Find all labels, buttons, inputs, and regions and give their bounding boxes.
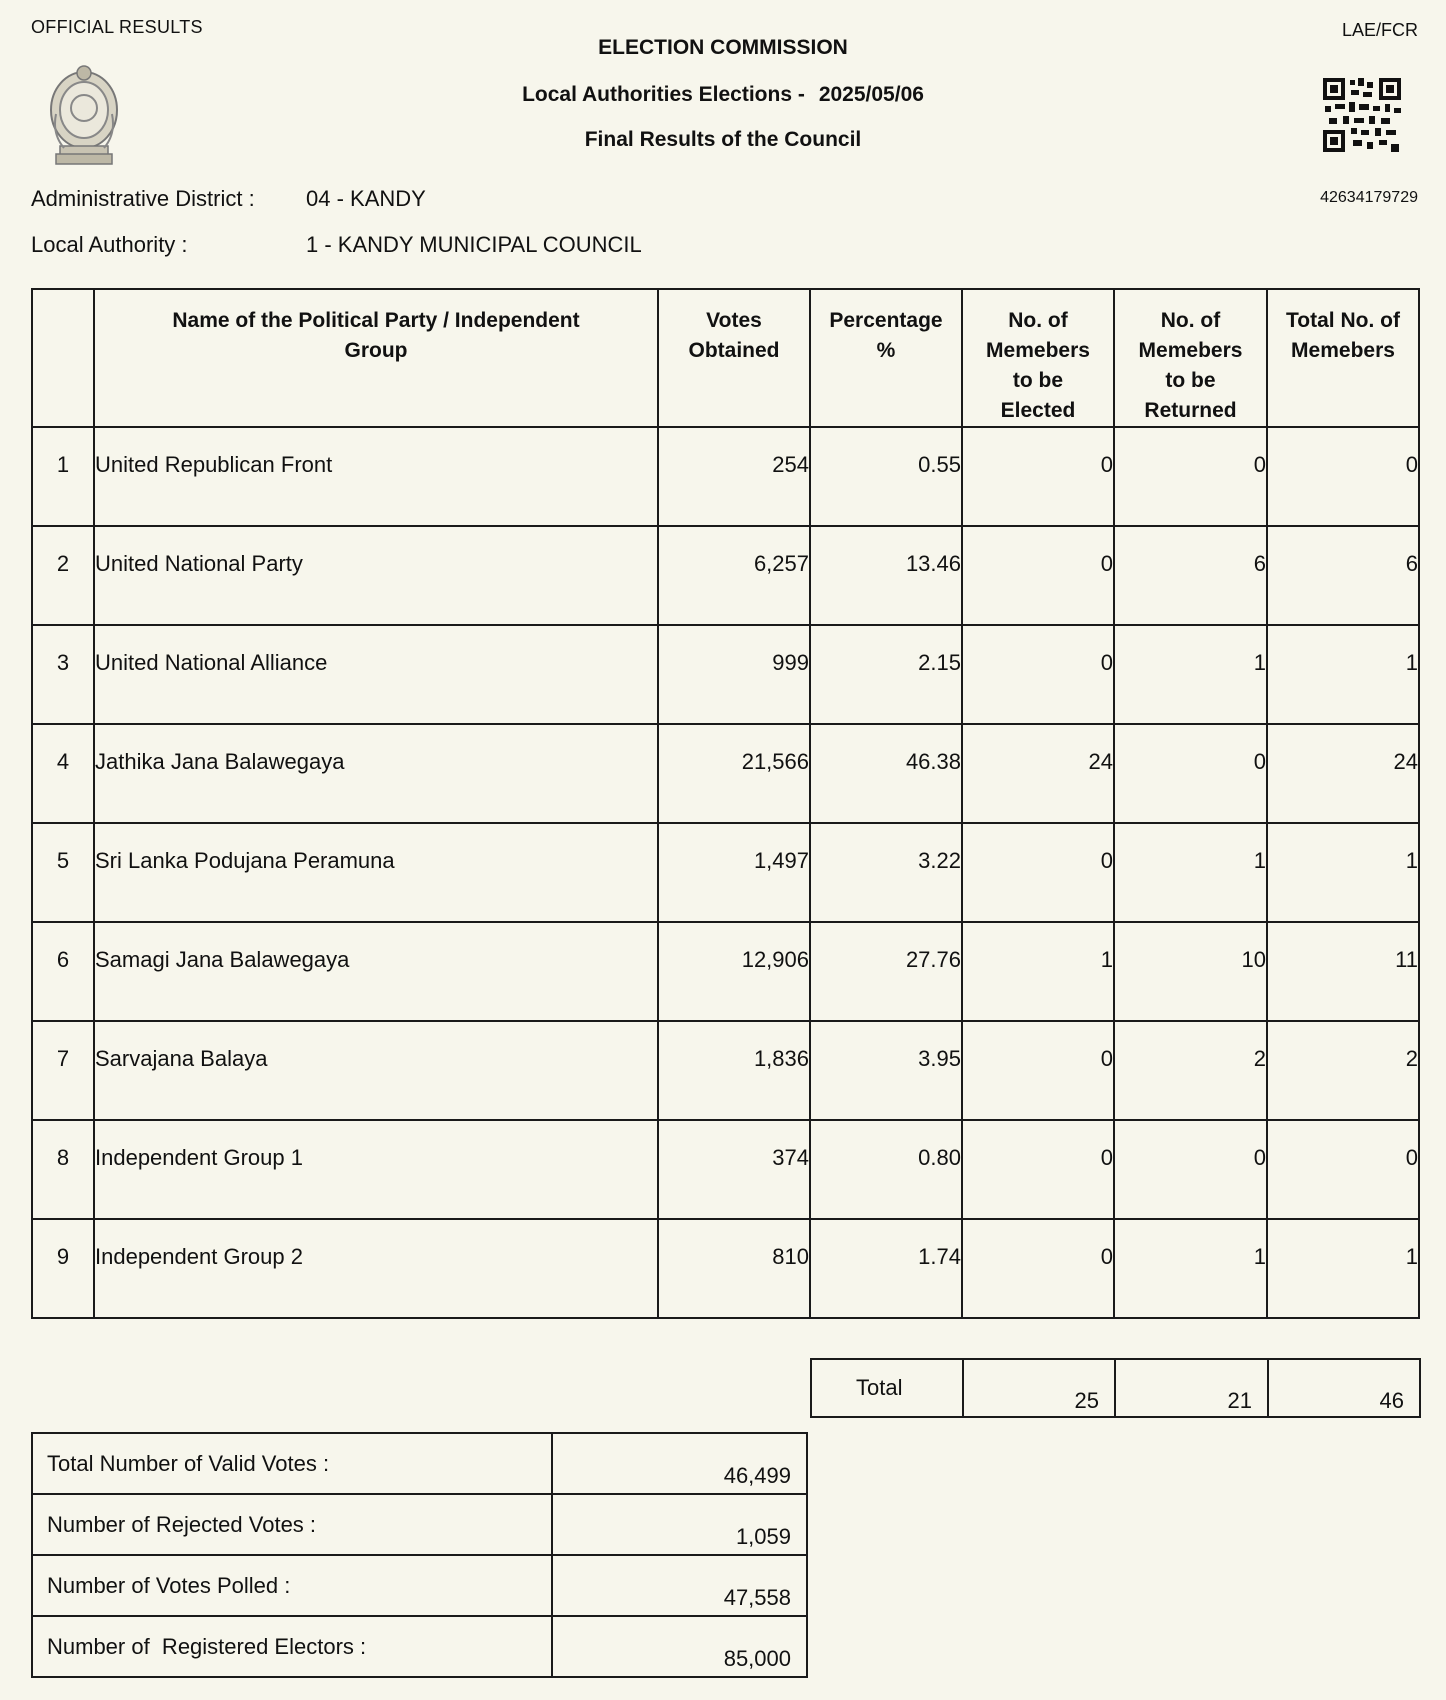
votes-obtained: 21,566 bbox=[658, 724, 810, 823]
summary-row bbox=[32, 1555, 807, 1616]
totals-table bbox=[810, 1358, 1421, 1418]
summary-label: Number of Registered Electors : bbox=[32, 1616, 552, 1677]
members-returned: 1 bbox=[1114, 823, 1267, 922]
authority-value: 1 - KANDY MUNICIPAL COUNCIL bbox=[306, 232, 642, 257]
percentage: 1.74 bbox=[810, 1219, 962, 1318]
members-elected: 0 bbox=[962, 823, 1114, 922]
table-row bbox=[32, 427, 1419, 526]
party-name: United National Party bbox=[94, 526, 658, 625]
votes-obtained: 12,906 bbox=[658, 922, 810, 1021]
table-row bbox=[32, 1021, 1419, 1120]
district-label: Administrative District : bbox=[31, 186, 255, 211]
votes-obtained: 1,497 bbox=[658, 823, 810, 922]
members-elected: 0 bbox=[962, 427, 1114, 526]
percentage: 0.55 bbox=[810, 427, 962, 526]
summary-row bbox=[32, 1433, 807, 1494]
table-row bbox=[32, 625, 1419, 724]
party-name: Samagi Jana Balawegaya bbox=[94, 922, 658, 1021]
vote-summary-table bbox=[31, 1432, 808, 1678]
col-header-percentage bbox=[810, 289, 962, 427]
document-serial-number: 42634179729 bbox=[1320, 189, 1418, 206]
totals-row bbox=[811, 1359, 1420, 1417]
national-emblem-icon bbox=[48, 64, 120, 166]
votes-obtained: 254 bbox=[658, 427, 810, 526]
totals-elected: 25 bbox=[963, 1359, 1115, 1417]
total-members: 1 bbox=[1267, 1219, 1419, 1318]
totals-returned: 21 bbox=[1115, 1359, 1268, 1417]
summary-row bbox=[32, 1616, 807, 1677]
form-code: LAE/FCR bbox=[1341, 20, 1418, 40]
col-header-percentage-text: Percentage % bbox=[829, 309, 943, 362]
results-subtitle: Final Results of the Council bbox=[584, 128, 862, 151]
election-name: Local Authorities Elections - bbox=[522, 83, 805, 106]
row-number: 6 bbox=[32, 922, 94, 1021]
total-members: 2 bbox=[1267, 1021, 1419, 1120]
col-header-votes-text: Votes Obtained bbox=[688, 309, 780, 362]
election-subtitle bbox=[0, 83, 1446, 107]
members-returned: 10 bbox=[1114, 922, 1267, 1021]
table-row bbox=[32, 1219, 1419, 1318]
row-number: 1 bbox=[32, 427, 94, 526]
authority-label: Local Authority : bbox=[31, 232, 188, 257]
row-number: 5 bbox=[32, 823, 94, 922]
total-members: 1 bbox=[1267, 823, 1419, 922]
col-header-total-members bbox=[1267, 289, 1419, 427]
col-header-party-name-text: Name of the Political Party / Independent Group bbox=[172, 309, 580, 362]
summary-label: Total Number of Valid Votes : bbox=[32, 1433, 552, 1494]
totals-label: Total bbox=[811, 1359, 963, 1417]
members-elected: 0 bbox=[962, 625, 1114, 724]
summary-value: 47,558 bbox=[552, 1555, 807, 1616]
percentage: 2.15 bbox=[810, 625, 962, 724]
summary-label: Number of Votes Polled : bbox=[32, 1555, 552, 1616]
percentage: 3.22 bbox=[810, 823, 962, 922]
row-number: 3 bbox=[32, 625, 94, 724]
qr-code-icon bbox=[1323, 78, 1401, 152]
totals-members: 46 bbox=[1268, 1359, 1420, 1417]
members-returned: 1 bbox=[1114, 625, 1267, 724]
party-name: Sarvajana Balaya bbox=[94, 1021, 658, 1120]
election-date: 2025/05/06 bbox=[818, 83, 924, 106]
party-name: Independent Group 1 bbox=[94, 1120, 658, 1219]
votes-obtained: 6,257 bbox=[658, 526, 810, 625]
table-header-row bbox=[32, 289, 1419, 427]
col-header-total-members-text: Total No. of Memebers bbox=[1286, 309, 1400, 362]
party-name: United Republican Front bbox=[94, 427, 658, 526]
members-elected: 0 bbox=[962, 1120, 1114, 1219]
percentage: 46.38 bbox=[810, 724, 962, 823]
party-name: Jathika Jana Balawegaya bbox=[94, 724, 658, 823]
summary-row bbox=[32, 1494, 807, 1555]
members-elected: 0 bbox=[962, 1219, 1114, 1318]
table-row bbox=[32, 1120, 1419, 1219]
col-header-elected-text: No. of Memebers to be Elected bbox=[986, 309, 1090, 422]
members-returned: 2 bbox=[1114, 1021, 1267, 1120]
col-header-returned bbox=[1114, 289, 1267, 427]
votes-obtained: 810 bbox=[658, 1219, 810, 1318]
table-row bbox=[32, 724, 1419, 823]
members-elected: 24 bbox=[962, 724, 1114, 823]
col-header-number bbox=[32, 289, 94, 427]
members-elected: 1 bbox=[962, 922, 1114, 1021]
members-elected: 0 bbox=[962, 526, 1114, 625]
percentage: 0.80 bbox=[810, 1120, 962, 1219]
row-number: 4 bbox=[32, 724, 94, 823]
summary-label: Number of Rejected Votes : bbox=[32, 1494, 552, 1555]
members-returned: 1 bbox=[1114, 1219, 1267, 1318]
table-row bbox=[32, 922, 1419, 1021]
summary-value: 85,000 bbox=[552, 1616, 807, 1677]
total-members: 24 bbox=[1267, 724, 1419, 823]
summary-value: 46,499 bbox=[552, 1433, 807, 1494]
members-returned: 6 bbox=[1114, 526, 1267, 625]
party-name: United National Alliance bbox=[94, 625, 658, 724]
percentage: 3.95 bbox=[810, 1021, 962, 1120]
members-returned: 0 bbox=[1114, 724, 1267, 823]
col-header-votes bbox=[658, 289, 810, 427]
total-members: 0 bbox=[1267, 427, 1419, 526]
row-number: 9 bbox=[32, 1219, 94, 1318]
row-number: 8 bbox=[32, 1120, 94, 1219]
results-table bbox=[31, 288, 1420, 1319]
total-members: 6 bbox=[1267, 526, 1419, 625]
total-members: 11 bbox=[1267, 922, 1419, 1021]
col-header-elected bbox=[962, 289, 1114, 427]
party-name: Sri Lanka Podujana Peramuna bbox=[94, 823, 658, 922]
total-members: 1 bbox=[1267, 625, 1419, 724]
percentage: 27.76 bbox=[810, 922, 962, 1021]
table-row bbox=[32, 823, 1419, 922]
members-elected: 0 bbox=[962, 1021, 1114, 1120]
members-returned: 0 bbox=[1114, 1120, 1267, 1219]
votes-obtained: 374 bbox=[658, 1120, 810, 1219]
row-number: 7 bbox=[32, 1021, 94, 1120]
votes-obtained: 999 bbox=[658, 625, 810, 724]
table-row bbox=[32, 526, 1419, 625]
page-title: ELECTION COMMISSION bbox=[598, 36, 848, 59]
total-members: 0 bbox=[1267, 1120, 1419, 1219]
party-name: Independent Group 2 bbox=[94, 1219, 658, 1318]
members-returned: 0 bbox=[1114, 427, 1267, 526]
percentage: 13.46 bbox=[810, 526, 962, 625]
district-value: 04 - KANDY bbox=[306, 186, 426, 211]
row-number: 2 bbox=[32, 526, 94, 625]
col-header-party-name bbox=[94, 289, 658, 427]
official-results-label: OFFICIAL RESULTS bbox=[31, 17, 203, 37]
votes-obtained: 1,836 bbox=[658, 1021, 810, 1120]
col-header-returned-text: No. of Memebers to be Returned bbox=[1138, 309, 1243, 422]
summary-value: 1,059 bbox=[552, 1494, 807, 1555]
